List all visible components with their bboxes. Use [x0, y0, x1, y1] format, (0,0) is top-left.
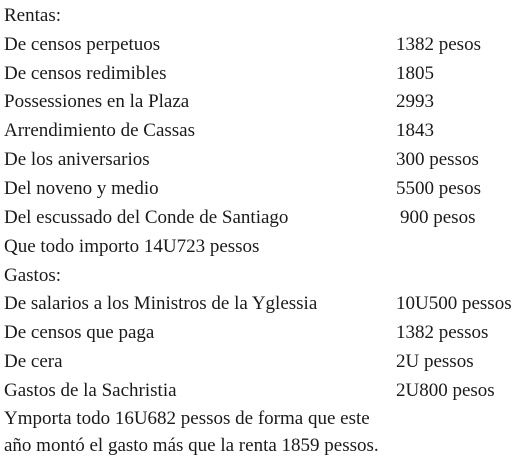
row-amount: 2U pessos	[396, 351, 474, 372]
row-amount: 1382 pessos	[396, 322, 489, 343]
row-label: De censos redimibles	[4, 63, 167, 84]
gastos-total-line-1: Ymporta todo 16U682 pessos de forma que este	[4, 408, 370, 429]
gastos-total-line-2: año montó el gasto más que la renta 1859 pessos.	[4, 435, 379, 456]
rentas-heading: Rentas:	[4, 5, 61, 26]
row-label: De cera	[4, 351, 63, 372]
row-amount: 2993	[396, 91, 434, 112]
row-label: Gastos de la Sachristia	[4, 380, 177, 401]
row-amount: 300 pessos	[396, 149, 479, 170]
row-label: De los aniversarios	[4, 149, 150, 170]
row-label: Arrendimiento de Cassas	[4, 120, 196, 141]
row-amount: 5500 pesos	[396, 178, 481, 199]
gastos-heading: Gastos:	[4, 265, 61, 286]
row-amount: 900 pesos	[400, 207, 476, 228]
row-amount: 10U500 pessos	[396, 293, 512, 314]
row-amount: 1805	[396, 63, 434, 84]
row-label: Del noveno y medio	[4, 178, 159, 199]
row-amount: 1382 pesos	[396, 34, 481, 55]
row-amount: 1843	[396, 120, 434, 141]
row-label: Del escussado del Conde de Santiago	[4, 207, 289, 228]
rentas-total: Que todo importo 14U723 pessos	[4, 236, 260, 257]
row-label: De censos que paga	[4, 322, 155, 343]
row-label: De salarios a los Ministros de la Yglessia	[4, 293, 318, 314]
row-label: De censos perpetuos	[4, 34, 161, 55]
row-label: Possessiones en la Plaza	[4, 91, 190, 112]
row-amount: 2U800 pesos	[396, 380, 495, 401]
